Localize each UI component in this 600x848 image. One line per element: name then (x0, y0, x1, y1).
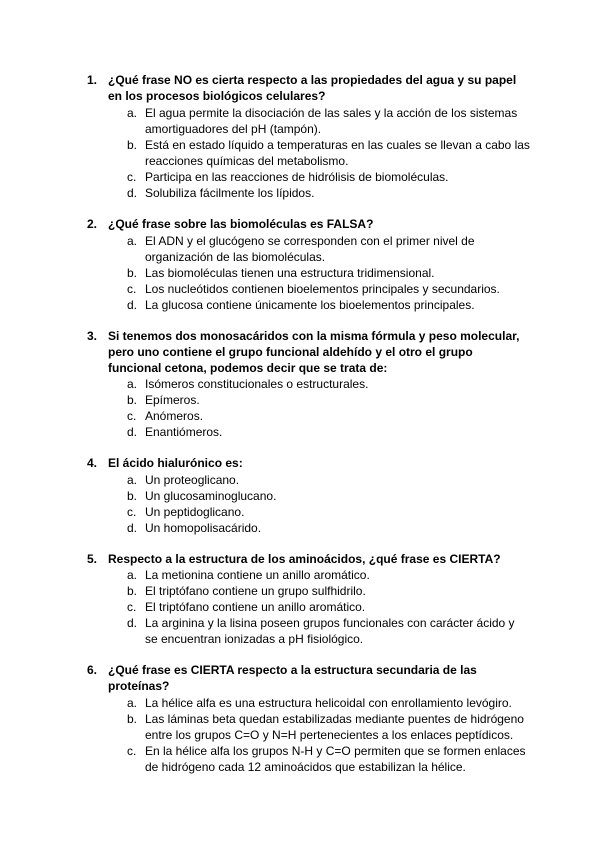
option-text: Anómeros. (145, 409, 204, 423)
option-letter: b. (127, 266, 138, 280)
option-d (0, 185, 600, 201)
question-number: 6. (87, 663, 98, 677)
option-c (0, 599, 600, 615)
question-number: 1. (87, 73, 98, 87)
option-text: La arginina y la lisina poseen grupos funcionales con carácter ácido y se encuentran ionizadas a pH fisiológico. (145, 616, 515, 646)
option-text: Las láminas beta quedan estabilizadas mediante puentes de hidrógeno entre los grupos C=O y N=H pertenecientes a los enlaces peptídicos. (145, 712, 524, 742)
option-letter: b. (127, 584, 138, 598)
question-number: 2. (87, 217, 98, 231)
options-list (0, 695, 600, 775)
option-letter: a. (127, 568, 138, 582)
option-letter: b. (127, 393, 138, 407)
options-list (0, 567, 600, 647)
option-b (0, 137, 600, 169)
option-letter: c. (127, 282, 137, 296)
option-a (0, 695, 600, 711)
option-text: Un proteoglicano. (145, 473, 240, 487)
option-letter: c. (127, 170, 137, 184)
option-text: Está en estado líquido a temperaturas en las cuales se llevan a cabo las reacciones químicas del metabolismo. (145, 138, 530, 168)
option-letter: b. (127, 489, 138, 503)
option-d (0, 520, 600, 536)
option-a (0, 233, 600, 265)
option-text: La glucosa contiene únicamente los bioelementos principales. (145, 298, 475, 312)
option-text: El triptófano contiene un grupo sulfhidrilo. (145, 584, 366, 598)
option-letter: a. (127, 473, 138, 487)
option-letter: a. (127, 696, 138, 710)
option-a (0, 472, 600, 488)
option-c (0, 281, 600, 297)
option-text: La metionina contiene un anillo aromático. (145, 568, 370, 582)
option-c (0, 408, 600, 424)
question-text: Si tenemos dos monosacáridos con la misma fórmula y peso molecular, pero uno contiene el grupo funcional aldehído y el otro el grupo funcional cetona, podemos decir que se trata de: (108, 329, 520, 375)
option-text: El agua permite la disociación de las sales y la acción de los sistemas amortiguadores del pH (tampón). (145, 106, 518, 136)
option-text: Isómeros constitucionales o estructurales. (145, 377, 369, 391)
option-letter: c. (127, 600, 137, 614)
option-letter: d. (127, 298, 138, 312)
option-letter: c. (127, 409, 137, 423)
option-text: Las biomoléculas tienen una estructura tridimensional. (145, 266, 435, 280)
option-letter: d. (127, 425, 138, 439)
option-letter: a. (127, 106, 138, 120)
option-d (0, 615, 600, 647)
options-list (0, 376, 600, 440)
question-number: 5. (87, 552, 98, 566)
option-text: La hélice alfa es una estructura helicoidal con enrollamiento levógiro. (145, 696, 512, 710)
option-a (0, 376, 600, 392)
option-text: Un glucosaminoglucano. (145, 489, 277, 503)
question-text: Respecto a la estructura de los aminoácidos, ¿qué frase es CIERTA? (108, 552, 501, 566)
option-text: Un peptidoglicano. (145, 505, 245, 519)
option-b (0, 392, 600, 408)
option-text: Enantiómeros. (145, 425, 223, 439)
option-d (0, 424, 600, 440)
question-number: 4. (87, 456, 98, 470)
option-letter: c. (127, 505, 137, 519)
option-b (0, 583, 600, 599)
options-list (0, 233, 600, 313)
option-text: En la hélice alfa los grupos N-H y C=O permiten que se formen enlaces de hidrógeno cada 12 aminoácidos que estabilizan la hélice. (145, 744, 526, 774)
option-b (0, 488, 600, 504)
option-text: El triptófano contiene un anillo aromático. (145, 600, 366, 614)
option-letter: d. (127, 186, 138, 200)
option-c (0, 504, 600, 520)
option-b (0, 711, 600, 743)
options-list (0, 472, 600, 536)
option-d (0, 297, 600, 313)
option-letter: b. (127, 712, 138, 726)
option-text: El ADN y el glucógeno se corresponden con el primer nivel de organización de las biomoléculas. (145, 234, 475, 264)
question-number: 3. (87, 329, 98, 343)
options-list (0, 105, 600, 201)
option-text: Solubiliza fácilmente los lípidos. (145, 186, 315, 200)
option-c (0, 743, 600, 775)
question-text: El ácido hialurónico es: (108, 456, 243, 470)
option-letter: d. (127, 521, 138, 535)
option-letter: b. (127, 138, 138, 152)
option-a (0, 567, 600, 583)
option-a (0, 105, 600, 137)
option-letter: d. (127, 616, 138, 630)
option-text: Epímeros. (145, 393, 200, 407)
option-text: Un homopolisacárido. (145, 521, 262, 535)
option-letter: c. (127, 744, 137, 758)
option-text: Participa en las reacciones de hidrólisis de biomoléculas. (145, 170, 449, 184)
option-text: Los nucleótidos contienen bioelementos principales y secundarios. (145, 282, 500, 296)
question-text: ¿Qué frase es CIERTA respecto a la estructura secundaria de las proteínas? (108, 663, 477, 693)
question-text: ¿Qué frase NO es cierta respecto a las propiedades del agua y su papel en los procesos biológicos celulares? (108, 73, 517, 103)
option-letter: a. (127, 234, 138, 248)
option-b (0, 265, 600, 281)
option-c (0, 169, 600, 185)
question-text: ¿Qué frase sobre las biomoléculas es FALSA? (108, 217, 374, 231)
option-letter: a. (127, 377, 138, 391)
